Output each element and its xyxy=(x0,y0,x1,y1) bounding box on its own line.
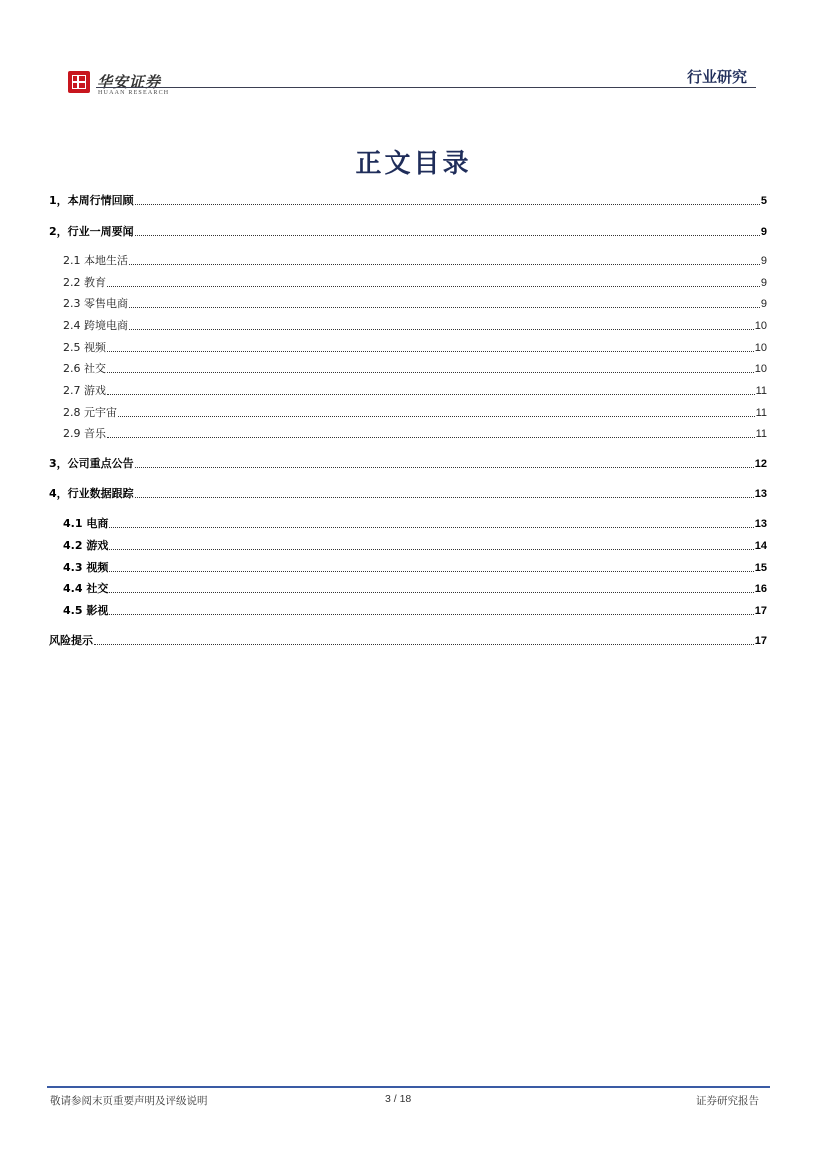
toc-entry-label: 4.2 游戏 xyxy=(63,539,109,552)
dot-leader xyxy=(107,394,755,395)
toc-entry[interactable] xyxy=(49,455,767,471)
toc-entry-label: 4.1 电商 xyxy=(63,517,109,530)
toc-entry[interactable] xyxy=(63,425,767,441)
dot-leader xyxy=(135,235,760,236)
dot-leader xyxy=(107,372,754,373)
footer-divider xyxy=(47,1086,770,1088)
toc-entry[interactable] xyxy=(63,580,767,596)
toc-entry[interactable] xyxy=(63,602,767,618)
section-label: 行业研究 xyxy=(686,68,747,86)
dot-leader xyxy=(129,329,754,330)
toc-entry-page: 17 xyxy=(754,635,767,647)
dot-leader xyxy=(135,204,760,205)
dot-leader xyxy=(118,416,755,417)
toc-entry-label: 风险提示 xyxy=(49,634,93,647)
page-indicator: 3 / 18 xyxy=(385,1093,412,1105)
dot-leader xyxy=(109,592,753,593)
toc-entry-label: 2.6 社交 xyxy=(63,362,106,375)
toc-entry-label: 3，公司重点公告 xyxy=(49,457,134,470)
toc-entry[interactable] xyxy=(63,382,767,398)
toc-entry[interactable] xyxy=(63,317,767,333)
toc-entry-page: 11 xyxy=(755,407,767,419)
toc-entry-label: 2.3 零售电商 xyxy=(63,297,128,310)
toc-entry[interactable] xyxy=(49,632,767,648)
toc-entry[interactable] xyxy=(63,339,767,355)
toc-entry-page: 9 xyxy=(760,277,767,289)
toc-entry-page: 10 xyxy=(754,342,767,354)
toc-entry-label: 4.5 影视 xyxy=(63,604,109,617)
toc-entry-page: 14 xyxy=(754,540,767,552)
toc-entry-label: 4.3 视频 xyxy=(63,561,109,574)
toc-entry-page: 9 xyxy=(760,298,767,310)
toc-entry-label: 2.2 教育 xyxy=(63,276,106,289)
toc-entry-page: 15 xyxy=(754,562,767,574)
toc-entry-label: 1，本周行情回顾 xyxy=(49,194,134,207)
report-type: 证券研究报告 xyxy=(696,1095,759,1107)
toc-entry-page: 5 xyxy=(760,195,767,207)
toc-entry[interactable] xyxy=(63,559,767,575)
toc-entry[interactable] xyxy=(49,192,767,208)
toc-entry-label: 2.7 游戏 xyxy=(63,384,106,397)
dot-leader xyxy=(107,286,760,287)
toc-entry-page: 13 xyxy=(754,518,767,530)
toc-entry-label: 2.5 视频 xyxy=(63,341,106,354)
page-title: 正文目录 xyxy=(355,149,472,179)
dot-leader xyxy=(109,549,753,550)
toc-entry-page: 10 xyxy=(754,363,767,375)
toc-entry-label: 4，行业数据跟踪 xyxy=(49,487,134,500)
toc-entry-label: 2.8 元宇宙 xyxy=(63,406,117,419)
company-name-en: HUAAN RESEARCH xyxy=(98,90,170,96)
toc-entry[interactable] xyxy=(63,537,767,553)
dot-leader xyxy=(129,264,760,265)
toc-entry[interactable] xyxy=(63,295,767,311)
dot-leader xyxy=(129,307,760,308)
toc-entry-page: 9 xyxy=(760,226,767,238)
toc-entry[interactable] xyxy=(63,252,767,268)
toc-entry[interactable] xyxy=(63,404,767,420)
dot-leader xyxy=(109,571,753,572)
toc-entry[interactable] xyxy=(49,223,767,239)
company-name: 华安证券 xyxy=(97,73,162,91)
toc-entry-label: 2.4 跨境电商 xyxy=(63,319,128,332)
toc-entry-page: 16 xyxy=(754,583,767,595)
toc-entry-label: 2，行业一周要闻 xyxy=(49,225,134,238)
toc-entry-page: 9 xyxy=(760,255,767,267)
dot-leader xyxy=(107,437,755,438)
toc-entry[interactable] xyxy=(63,360,767,376)
toc-entry[interactable] xyxy=(63,274,767,290)
dot-leader xyxy=(109,614,753,615)
toc-entry-label: 4.4 社交 xyxy=(63,582,109,595)
toc-entry-page: 11 xyxy=(755,428,767,440)
dot-leader xyxy=(135,467,754,468)
header-divider xyxy=(96,87,756,88)
toc-entry-page: 11 xyxy=(755,385,767,397)
toc-entry-page: 17 xyxy=(754,605,767,617)
dot-leader xyxy=(135,497,754,498)
footer-disclaimer: 敬请参阅末页重要声明及评级说明 xyxy=(50,1095,208,1107)
toc-entry-page: 13 xyxy=(754,488,767,500)
toc-entry-label: 2.9 音乐 xyxy=(63,427,106,440)
dot-leader xyxy=(107,351,754,352)
dot-leader xyxy=(109,527,753,528)
toc-entry[interactable] xyxy=(63,515,767,531)
toc-entry-page: 12 xyxy=(754,458,767,470)
toc-entry-page: 10 xyxy=(754,320,767,332)
dot-leader xyxy=(94,644,754,645)
toc-entry[interactable] xyxy=(49,485,767,501)
company-logo-seal xyxy=(68,71,90,93)
toc-entry-label: 2.1 本地生活 xyxy=(63,254,128,267)
